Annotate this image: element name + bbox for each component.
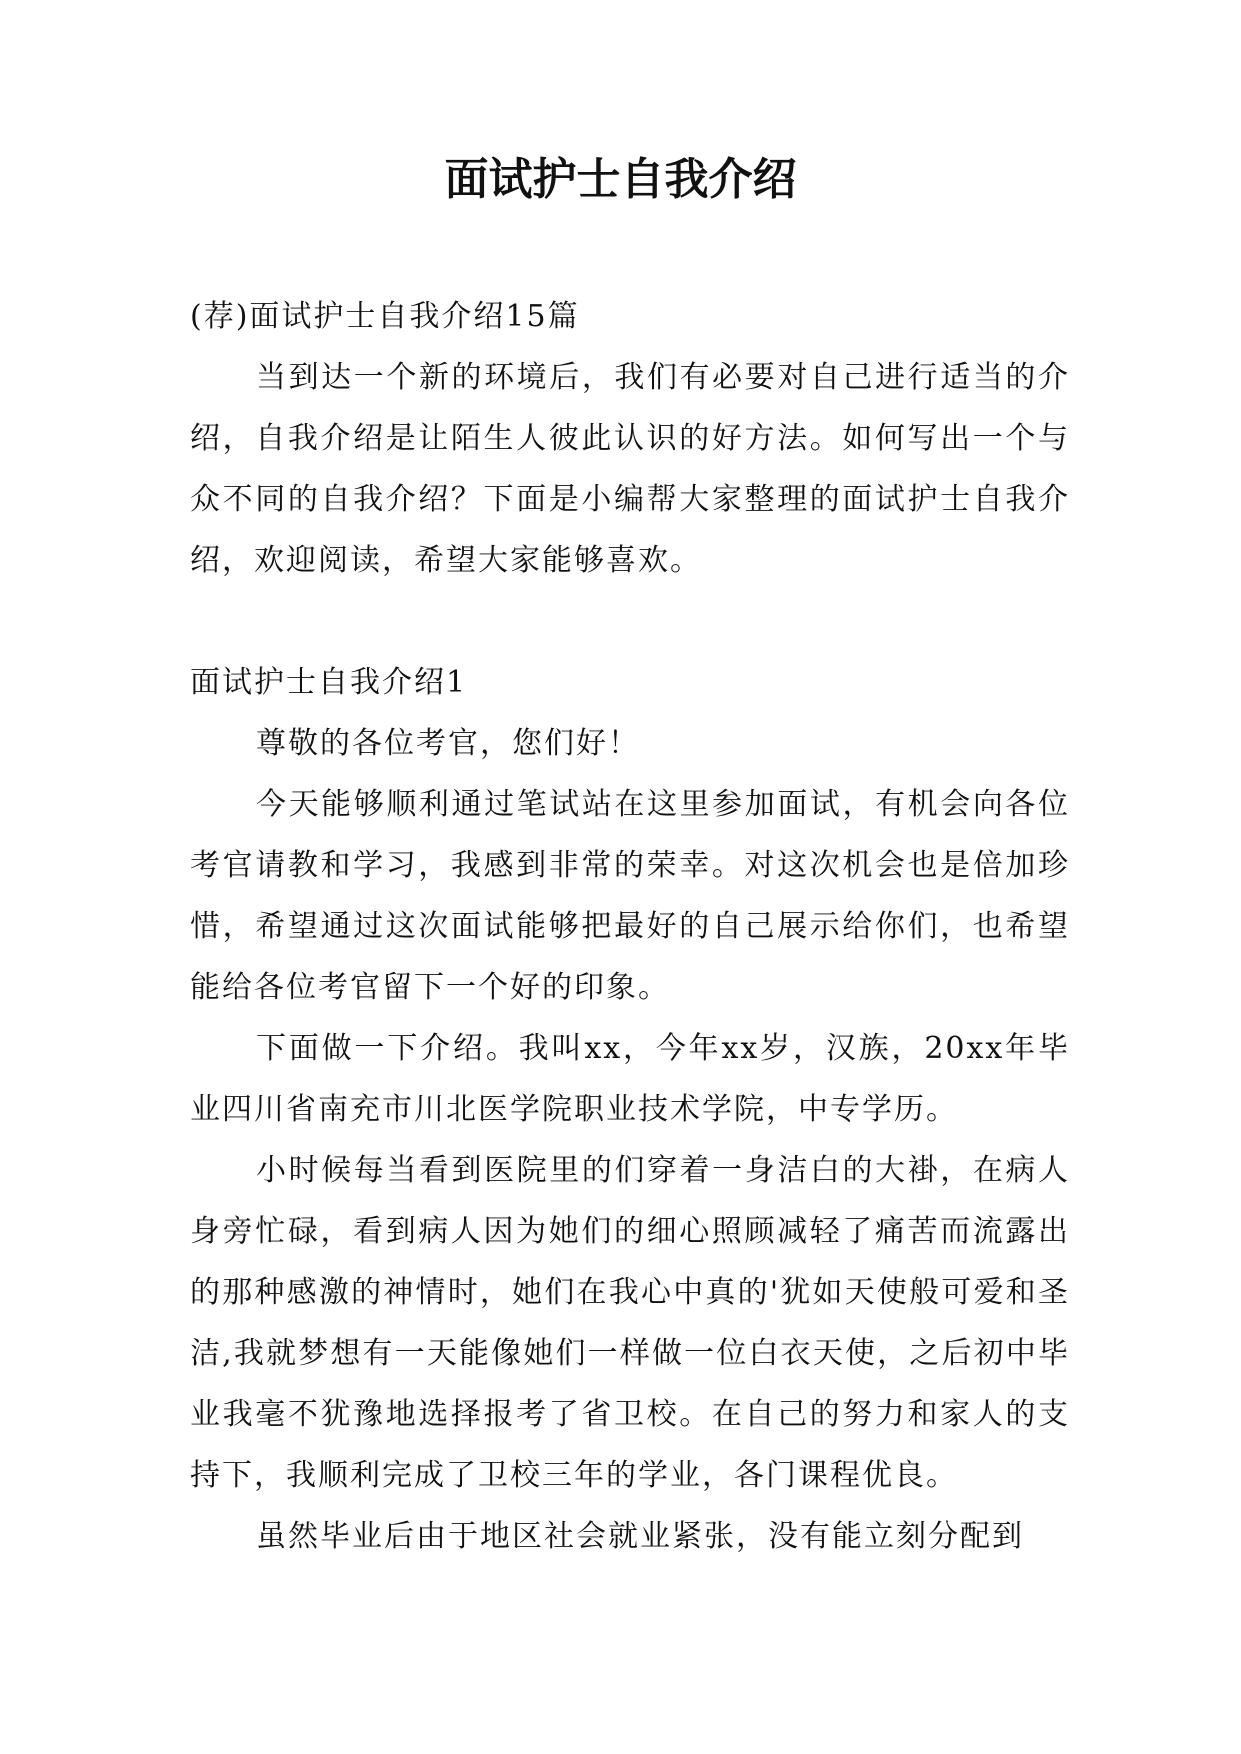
body-paragraph: 虽然毕业后由于地区社会就业紧张，没有能立刻分配到 xyxy=(256,1519,1024,1554)
body-paragraph: 小时候每当看到医院里的们穿着一身洁白的大褂，在病人身旁忙碌，看到病人因为她们的细心照顾减轻了痛苦而流露出的那种感激的神情时，她们在我心中真的'犹如天使般可爱和圣洁,我就梦想有一天能像她们一样做一位白衣天使，之后初中毕业我毫不犹豫地选择报考了省卫校。在自己的努力和家人的支持下，我顺利完成了卫校三年的学业，各门课程优良。 xyxy=(190,1153,1070,1493)
intro-paragraph: 当到达一个新的环境后，我们有必要对自己进行适当的介绍，自我介绍是让陌生人彼此认识的好方法。如何写出一个与众不同的自我介绍？下面是小编帮大家整理的面试护士自我介绍，欢迎阅读，希望大家能够喜欢。 xyxy=(190,360,1070,578)
document-title: 面试护士自我介绍 xyxy=(444,154,797,205)
paragraph-spacer xyxy=(190,591,1070,652)
section-heading: 面试护士自我介绍1 xyxy=(190,665,468,700)
document-body xyxy=(190,286,1070,1567)
document-subtitle: (荐)面试护士自我介绍15篇 xyxy=(190,299,580,334)
body-paragraph: 今天能够顺利通过笔试站在这里参加面试，有机会向各位考官请教和学习，我感到非常的荣幸。对这次机会也是倍加珍惜，希望通过这次面试能够把最好的自己展示给你们，也希望能给各位考官留下一个好的印象。 xyxy=(190,787,1070,1005)
body-paragraph: 下面做一下介绍。我叫xx，今年xx岁，汉族，20xx年毕业四川省南充市川北医学院职业技术学院，中专学历。 xyxy=(190,1031,1070,1127)
body-paragraph: 尊敬的各位考官，您们好！ xyxy=(256,726,640,761)
